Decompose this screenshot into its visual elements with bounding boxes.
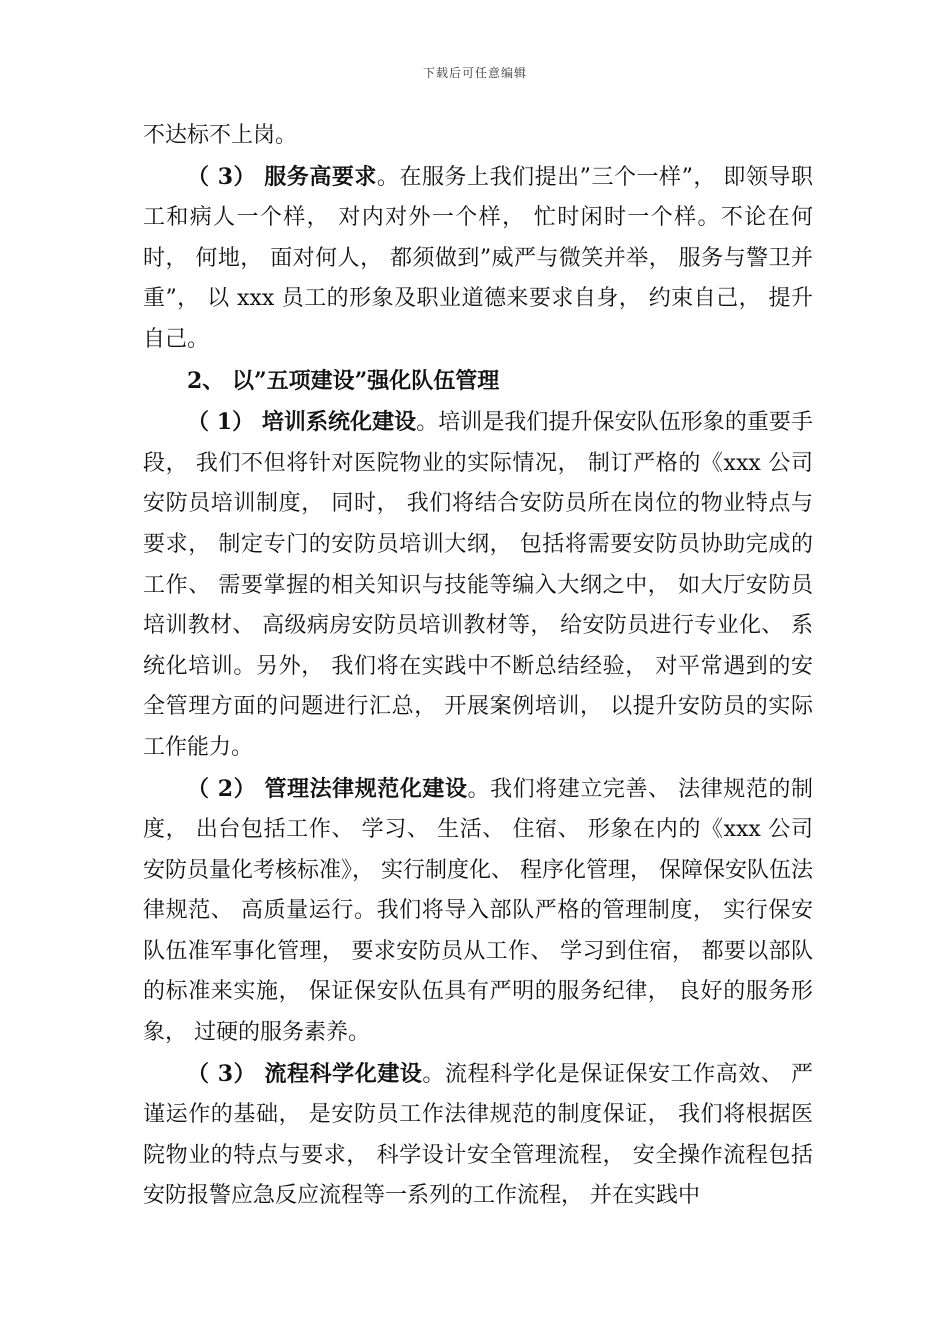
section-heading bbox=[143, 361, 813, 403]
paragraph-lead: （ 1） 培训系统化建设 bbox=[187, 409, 417, 436]
paragraph-text: 。培训是我们提升保安队伍形象的重要手段， 我们不但将针对医院物业的实际情况， 制订严格的《xxx 公司安防员培训制度， 同时， 我们将结合安防员所在岗位的物业特点与要求， 制定专门的安防员培训大纲， 包括将需要安防员协助完成的工作、 需要掌握的相关知识与技能等编入大纲之中， 如大厅安防员培训教材、 高级病房安防员培训教材等， 给安防员进行专业化、 系统化培训。另外， 我们将在实践中不断总结经验， 对平常遇到的安全管理方面的问题进行汇总， 开展案例培训， 以提升安防员的实际工作能力。 bbox=[143, 410, 813, 760]
paragraph-management bbox=[143, 769, 813, 1054]
paragraph-process bbox=[143, 1054, 813, 1217]
paragraph-text: 。流程科学化是保证保安工作高效、 严谨运作的基础， 是安防员工作法律规范的制度保证， 我们将根据医院物业的特点与要求， 科学设计安全管理流程， 安全操作流程包括安防报警应急反应流程等一系列的工作流程， 并在实践中 bbox=[143, 1061, 813, 1209]
paragraph-text: 。我们将建立完善、 法律规范的制度， 出台包括工作、 学习、 生活、 住宿、 形象在内的《xxx 公司安防员量化考核标准》， 实行制度化、 程序化管理， 保障保安队伍法律规范、 高质量运行。我们将导入部队严格的管理制度， 实行保安队伍准军事化管理， 要求安防员从工作、 学习到住宿， 都要以部队的标准来实施， 保证保安队伍具有严明的服务纪律， 良好的服务形象， 过硬的服务素养。 bbox=[143, 776, 813, 1046]
paragraph-lead: （ 2） 管理法律规范化建设 bbox=[187, 775, 468, 802]
document-body bbox=[143, 116, 813, 1217]
paragraph-continuation bbox=[143, 116, 813, 157]
page-header: 下载后可任意编辑 bbox=[422, 66, 527, 80]
section-heading-text: 2、 以”五项建设”强化队伍管理 bbox=[187, 367, 500, 394]
paragraph-text: 不达标不上岗。 bbox=[143, 123, 298, 148]
paragraph-lead: （ 3） 服务高要求 bbox=[187, 163, 377, 190]
paragraph-lead: （ 3） 流程科学化建设 bbox=[187, 1060, 423, 1087]
paragraph-text: 。在服务上我们提出”三个一样”， 即领导职工和病人一个样， 对内对外一个样， 忙时闲时一个样。不论在何时， 何地， 面对何人， 都须做到”威严与微笑并举， 服务与警卫并重”， 以 xxx 员工的形象及职业道德来要求自身， 约束自己， 提升自己。 bbox=[143, 164, 813, 352]
paragraph-training bbox=[143, 402, 813, 768]
paragraph-service-requirements bbox=[143, 157, 813, 361]
